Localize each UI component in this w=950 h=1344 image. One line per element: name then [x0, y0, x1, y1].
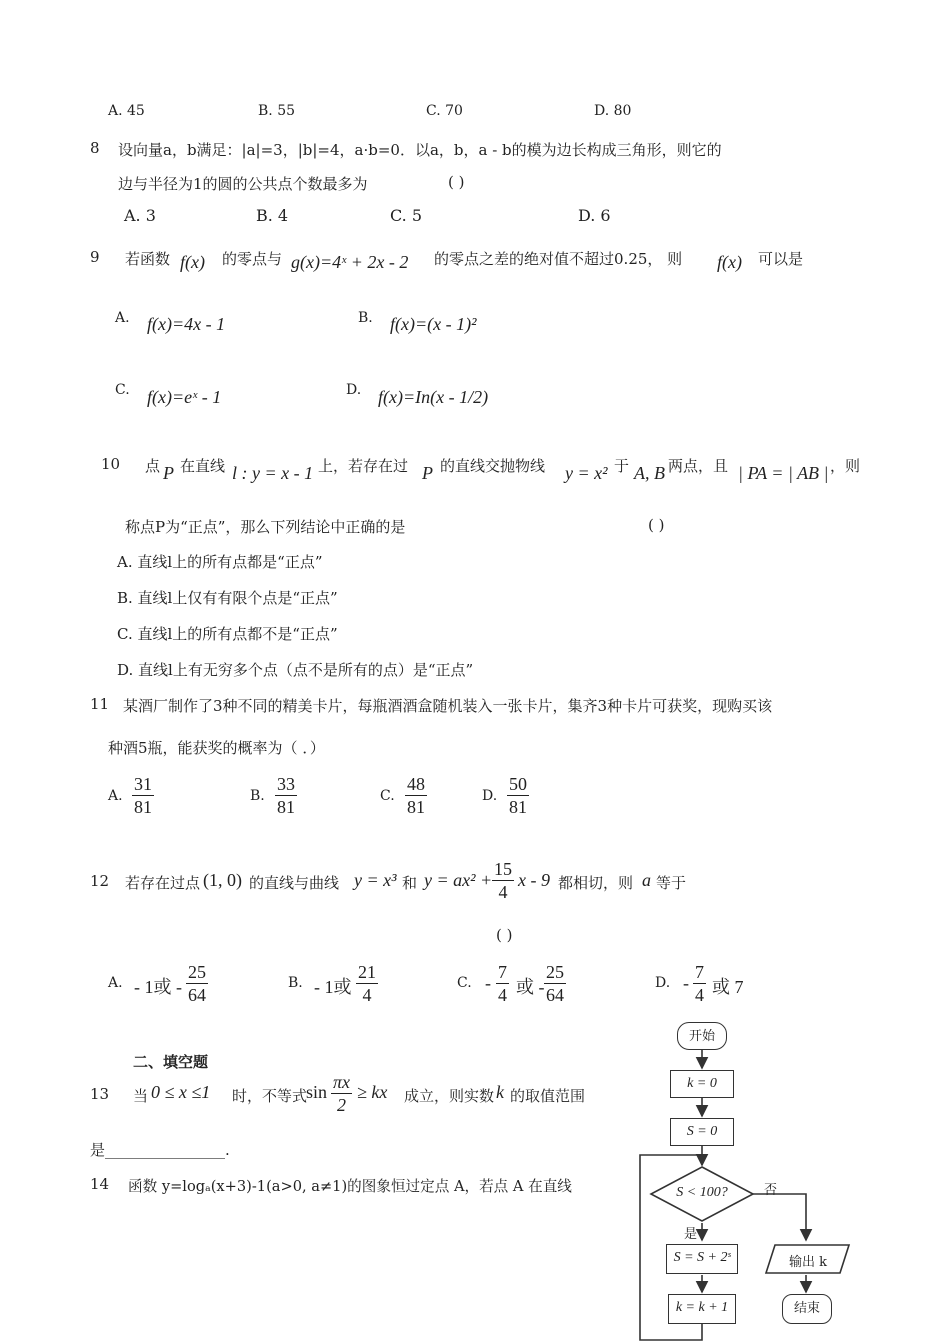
q12-option-b-label: B. — [288, 975, 303, 991]
q10-t2: 在直线 — [180, 457, 226, 475]
flowchart-condition: S < 100? — [676, 1185, 728, 1200]
q12-option-b-den: 4 — [362, 985, 372, 1005]
q12-paren: ( ) — [496, 926, 513, 944]
q12-curve2-b: x - 9 — [518, 870, 550, 890]
q13-number: 13 — [90, 1085, 110, 1103]
q10-t3: 上，若存在过 — [318, 457, 409, 475]
q10-t1: 点 — [145, 457, 161, 475]
q12-option-d-den: 4 — [695, 985, 704, 1005]
flowchart-update-s: S = S + 2ˢ — [666, 1244, 738, 1274]
q10-number: 10 — [101, 455, 121, 473]
q13-t3: 成立，则实数 — [404, 1087, 495, 1105]
q12-option-b-num: 21 — [358, 962, 376, 982]
q10-option-d: D. 直线l上有无穷多个点（点不是所有的点）是“正点” — [117, 661, 474, 679]
q10-t7: ，则 — [830, 457, 861, 475]
q12-curve2-a: y = ax² + — [424, 870, 493, 890]
q8-option-d: D. 6 — [578, 206, 611, 225]
q11-number: 11 — [90, 695, 110, 713]
q12-option-c-mid: 或 - — [516, 977, 545, 997]
q9-option-d-label: D. — [346, 382, 362, 398]
q8-option-c: C. 5 — [390, 206, 423, 225]
q9-text-c: 的零点之差的绝对值不超过0.25， 则 — [434, 250, 683, 268]
q10-t4: 的直线交抛物线 — [440, 457, 546, 475]
q10-P-2: P — [422, 463, 433, 483]
q8-paren: ( ) — [448, 173, 465, 191]
q12-option-d-post: 或 7 — [712, 977, 744, 997]
q13-frac-den: 2 — [337, 1095, 346, 1115]
q12-option-c-den2: 64 — [546, 985, 564, 1005]
flowchart-update-k: k = k + 1 — [668, 1294, 736, 1324]
q12-t3: 和 — [402, 874, 418, 892]
q9-text-d: 可以是 — [758, 250, 804, 268]
flowchart-init-k: k = 0 — [670, 1070, 734, 1098]
q9-option-c-expr: f(x)=eˣ - 1 — [147, 387, 222, 407]
q11-option-c-den: 81 — [407, 797, 425, 817]
q11-option-a-label: A. — [108, 788, 123, 804]
q13-answer-line: 是________________. — [90, 1141, 230, 1159]
q10-AB: A, B — [634, 463, 665, 483]
q12-t5: 等于 — [656, 874, 687, 892]
q12-curve2-den: 4 — [498, 882, 508, 902]
q9-text-b: 的零点与 — [222, 250, 283, 268]
q12-curve1: y = x³ — [354, 870, 397, 890]
q10-option-a: A. 直线l上的所有点都是“正点” — [117, 553, 323, 571]
flowchart-end: 结束 — [782, 1294, 832, 1324]
q12-option-d-num: 7 — [695, 962, 704, 982]
q11-option-a-num: 31 — [134, 774, 152, 794]
q10-t6: 两点，且 — [668, 457, 729, 475]
q12-option-c-label: C. — [457, 975, 472, 991]
q7-option-c: C. 70 — [426, 103, 463, 119]
q9-option-b-expr: f(x)=(x - 1)² — [390, 314, 477, 334]
q12-option-a-pre: - 1或 - — [134, 977, 182, 997]
section-fill-in-title: 二、填空题 — [133, 1053, 209, 1071]
q12-option-a-num: 25 — [188, 962, 206, 982]
q8-option-b: B. 4 — [256, 206, 289, 225]
q7-option-b: B. 55 — [258, 103, 296, 119]
q7-option-d: D. 80 — [594, 103, 632, 119]
q11-line1: 某酒厂制作了3种不同的精美卡片，每瓶酒酒盒随机装入一张卡片，集齐3种卡片可获奖，现购买该 — [123, 697, 773, 715]
q14-text: 函数 y=logₐ(x+3)-1(a>0, a≠1)的图象恒过定点 A，若点 A 在直线 — [128, 1178, 572, 1195]
q12-option-c-den1: 4 — [498, 985, 507, 1005]
q11-option-b-label: B. — [250, 788, 265, 804]
flowchart-start: 开始 — [677, 1022, 727, 1050]
q9-text-a: 若函数 — [125, 250, 171, 268]
q12-t4: 都相切，则 — [558, 874, 634, 892]
q12-option-c-pre: - — [485, 973, 491, 993]
q11-option-b-den: 81 — [277, 797, 295, 817]
q11-option-d-label: D. — [482, 788, 498, 804]
q10-line-l: l : y = x - 1 — [232, 463, 314, 483]
q11-option-c-label: C. — [380, 788, 395, 804]
q11-option-c-num: 48 — [407, 774, 425, 794]
q10-option-b: B. 直线l上仅有有限个点是“正点” — [117, 589, 338, 607]
q10-parabola: y = x² — [565, 463, 608, 483]
q10-option-c: C. 直线l上的所有点都不是“正点” — [117, 625, 338, 643]
flowchart-yes-label: 是 — [684, 1227, 698, 1242]
q12-option-a-label: A. — [108, 975, 123, 991]
q13-frac-num: πx — [333, 1072, 351, 1092]
q9-option-b-label: B. — [358, 310, 373, 326]
q8-line2: 边与半径为1的圆的公共点个数最多为 — [118, 175, 368, 193]
q8-line1: 设向量a，b满足：|a|=3，|b|=4，a·b=0．以a，b，a - b的模为边长构成三角形，则它的 — [118, 141, 722, 159]
q9-option-c-label: C. — [115, 382, 130, 398]
flowchart-init-s: S = 0 — [670, 1118, 734, 1146]
q12-option-c-num2: 25 — [546, 962, 564, 982]
q13-t2: 时，不等式 — [232, 1087, 308, 1105]
q12-number: 12 — [90, 872, 110, 890]
q13-t4: 的取值范围 — [510, 1087, 586, 1105]
q13-range: 0 ≤ x ≤1 — [151, 1082, 211, 1102]
q14-number: 14 — [90, 1175, 110, 1193]
q9-fx-2: f(x) — [717, 252, 742, 272]
q13-sin: sin — [306, 1082, 328, 1102]
q10-condition: | PA = | AB | — [738, 463, 829, 483]
q12-curve2-num: 15 — [494, 859, 512, 879]
q13-k: k — [496, 1082, 504, 1102]
q10-line2: 称点P为“正点”，那么下列结论中正确的是 — [125, 518, 406, 536]
q12-t1: 若存在过点 — [125, 874, 201, 892]
flowchart-output: 输出 k — [788, 1255, 827, 1270]
q13-inequality: ≥ kx — [357, 1082, 388, 1102]
q13-t1: 当 — [133, 1087, 149, 1105]
q7-option-a: A. 45 — [108, 103, 145, 119]
q8-option-a: A. 3 — [124, 206, 156, 225]
q11-option-b-num: 33 — [277, 774, 295, 794]
q10-paren: ( ) — [648, 516, 665, 534]
q9-number: 9 — [90, 248, 100, 266]
q12-point: (1, 0) — [203, 870, 242, 890]
q9-option-a-expr: f(x)=4x - 1 — [147, 314, 226, 334]
q11-option-d-den: 81 — [509, 797, 527, 817]
q12-option-d-pre: - — [683, 973, 689, 993]
q10-P: P — [163, 463, 174, 483]
q11-line2: 种酒5瓶，能获奖的概率为（ ．） — [108, 739, 325, 757]
q12-option-b-pre: - 1或 — [314, 977, 352, 997]
q12-a: a — [642, 870, 651, 890]
q8-number: 8 — [90, 139, 100, 157]
q9-fx: f(x) — [180, 252, 205, 272]
q9-option-a-label: A. — [115, 310, 130, 326]
flowchart-no-label: 否 — [764, 1183, 778, 1198]
q12-option-a-den: 64 — [188, 985, 206, 1005]
q9-option-d-expr: f(x)=In(x - 1/2) — [378, 387, 489, 407]
q12-t2: 的直线与曲线 — [249, 874, 340, 892]
q10-t5: 于 — [614, 457, 630, 475]
q12-option-c-num1: 7 — [498, 962, 507, 982]
q11-option-a-den: 81 — [134, 797, 152, 817]
q11-option-d-num: 50 — [509, 774, 527, 794]
q12-option-d-label: D. — [655, 975, 671, 991]
q9-gx: g(x)=4ˣ + 2x - 2 — [291, 252, 409, 272]
